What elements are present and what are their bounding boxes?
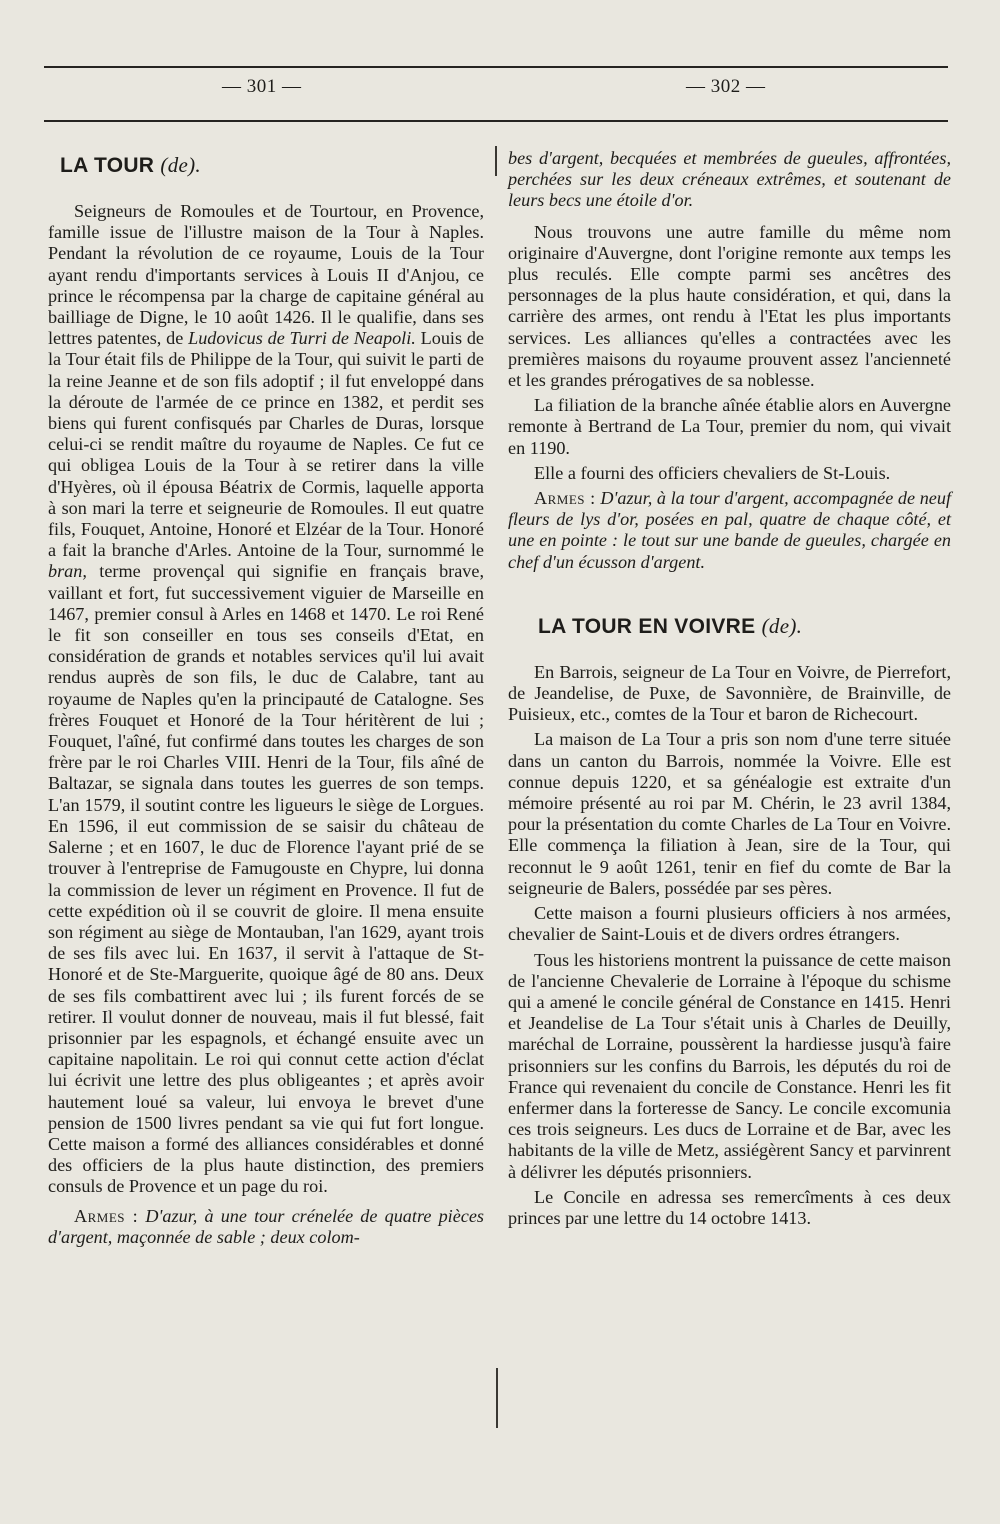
arms-left: [48, 1206, 484, 1248]
paragraph-filiation: La filiation de la branche aînée établie alors en Auvergne remonte à Bertrand de La Tour, premier du nom, qui vivait en 1190.: [508, 395, 951, 458]
arms-label: Armes :: [74, 1205, 139, 1226]
title-particle: (de).: [160, 153, 201, 177]
section-title-la-tour-en-voivre: [538, 613, 951, 640]
arms-right: [508, 488, 951, 573]
arms-continuation-text: bes d'argent, becquées et membrées de gueules, affrontées, perchées sur les deux créneaux extrêmes, et soutenant de leurs becs une étoile d'or.: [508, 148, 951, 211]
latin-phrase: Ludovicus de Turri de Neapoli.: [188, 328, 416, 349]
column-divider-lower: [496, 1368, 498, 1428]
paragraph-history-text: Louis de la Tour était fils de Philippe de la Tour, qui suivit le parti de la reine Jeanne et de son fils adoptif ; il fut enveloppé dans la déroute de l'armée de ce prince en 1382, et perdit ses biens qui furent confisqués par Charles de Duras, lorsque celui-ci se rendit maître du royaume de Naples. Ce fut ce qui obligea Louis de la Tour à se retirer dans la ville d'Hyères, où il épousa Béatrix de Cormis, laquelle apporta à son mari la terre et seigneurie de Romoules. Il eut quatre fils, Fouquet, Antoine, Honoré et Elzéar de la Tour. Honoré a fait la branche d'Arles. Antoine de la Tour, surnommé le: [48, 328, 484, 561]
paragraph-historiens: Tous les historiens montrent la puissance de cette maison de l'ancienne Chevalerie de Lorraine à l'époque du schisme qui a amené le concile général de Constance en 1415. Henri et Jeandelise de La Tour s'était unis à Charles de Deuilly, maréchal de Lorraine, poussèrent la hardiesse jusqu'à faire prisonniers sur les confins du Barrois, les députés du roi de France qui revenaient du concile de Constance. Henri les fit enfermer dans la forteresse de Sancy. Le concile excomunia ces trois seigneurs. Les ducs de Lorraine et de Bar, avec les habitants de la ville de Metz, assiégèrent Sancy et parvinrent à délivrer les députés prisonniers.: [508, 949, 951, 1182]
left-column: [48, 152, 484, 1248]
arms-text: D'azur, à la tour d'argent, accompagnée de neuf fleurs de lys d'or, posées en pal, quatre de chaque côté, et une en pointe : le tout sur une bande de gueules, chargée en chef d'un écusson d'argent.: [508, 488, 952, 572]
arms-label: Armes :: [534, 488, 596, 509]
bran-word: bran,: [48, 561, 87, 582]
paragraph-history-cont-text: terme provençal qui signifie en français brave, vaillant et fort, fut successivement viguier de Marseille en 1467, premier consul à Arles en 1468 et 1470. Le roi René le fit son conseiller en tous ses conseils d'Etat, en considération de grands et notables services qu'il lui avait rendus auprès de son fils, le duc de Calabre, tant au royaume de Naples qu'en la principauté de Catalogne. Ses frères Fouquet et Honoré de la Tour héritèrent de lui ; Fouquet, l'aîné, fut confirmé dans toutes les charges de son frère par le roi Charles VIII. Henri de la Tour, fils aîné de Baltazar, se signala dans toutes les guerres de son temps. L'an 1579, il soutint contre les ligueurs le siège de Lorgues. En 1596, il eut commission de se saisir du château de Salerne ; et en 1607, le duc de Florence l'ayant prié de se trouver à l'entreprise de Famugouste en Chypre, lui donna la commission de lever un régiment en Provence. Il fut de cette expédition où il se couvrit de gloire. Il mena ensuite son régiment au siège de Montauban, l'an 1629, ayant trois de ses fils avec lui. En 1637, il servit à l'attaque de St-Honoré et de Ste-Marguerite, quoique âgé de 80 ans. Deux de ses fils combattirent avec lui ; ils furent forcés de se retirer. Il voulut donner de nouveau, mais il fut blessé, fait prisonnier par les espagnols, et échangé ensuite avec un capitaine napolitain. Le roi qui connut cette action d'éclat lui écrivit une lettre des plus obligeantes ; et après avoir hautement loué sa valeur, lui envoya le brevet d'une pension de 1500 livres pendant sa vie qui fut fort longue. Cette maison a formé des alliances considérables et donné des officiers de la plus haute distinction, des premiers consuls de Provence et un page du roi.: [48, 561, 485, 1197]
header-bottom-rule: [44, 120, 948, 122]
paragraph-barrois: En Barrois, seigneur de La Tour en Voivre, de Pierrefort, de Jeandelise, de Puxe, de Savonnière, de Brainville, de Puisieux, etc., comtes de la Tour et baron de Richecourt.: [508, 661, 951, 725]
arms-continuation: [508, 148, 951, 212]
paragraph-auvergne: Nous trouvons une autre famille du même nom originaire d'Auvergne, dont l'origine remonte aux temps les plus reculés. Elle compte parmi ses ancêtres des personnages de la plus haute considération, et qui, dans la carrière des armes, ont rendu à l'Etat les plus importants services. Les alliances qu'elles a contractées avec les premières maisons du royaume prouvent assez l'ancienneté et les grandes prérogatives de sa noblesse.: [508, 221, 951, 391]
paragraph-officiers: Elle a fourni des officiers chevaliers de St-Louis.: [534, 462, 891, 483]
title-particle: (de).: [761, 613, 803, 638]
paragraph-maison: La maison de La Tour a pris son nom d'une terre située dans un canton du Barrois, nommée la Voivre. Elle est connue depuis 1220, et sa généalogie est extraite d'un mémoire présenté au roi par M. Chérin, le 23 avril 1384, pour la présentation du comte Charles de La Tour en Voivre. Elle commença la filiation à Jean, sire de la Tour, qui reconnut le 9 août 1261, tenir en fief du comte de Bar la seigneurie de Balers, possédée par ses pères.: [508, 729, 951, 898]
paragraph-intro-text: Seigneurs de Romoules et de Tourtour, en Provence, famille issue de l'illustre maison de la Tour à Naples. Pendant la révolution de ce royaume, Louis de la Tour ayant rendu d'importants services à Louis II d'Anjou, ce prince le récompensa par la charge de capitaine général au bailliage de Digne, le 10 août 1426. Il le qualifie, dans ses lettres patentes, de: [48, 201, 484, 349]
paragraph-officiers-armees: Cette maison a fourni plusieurs officiers à nos armées, chevalier de Saint-Louis et de divers ordres étrangers.: [508, 903, 951, 945]
paragraph-concile: Le Concile en adressa ses remercîments à ces deux princes par une lettre du 14 octobre 1413.: [508, 1186, 951, 1228]
right-page-number: — 302 —: [686, 76, 766, 97]
header-top-rule: [44, 66, 948, 68]
section-title-la-tour: [60, 152, 484, 179]
column-divider: [495, 146, 497, 176]
title-text: LA TOUR: [60, 154, 155, 177]
title-text: LA TOUR EN VOIVRE: [538, 614, 756, 638]
arms-text: D'azur, à une tour crénelée de quatre pièces d'argent, maçonnée de sable ; deux colom-: [48, 1205, 485, 1247]
left-page-number: — 301 —: [222, 76, 302, 97]
paragraph-intro: [48, 201, 484, 1198]
right-column: [508, 148, 951, 1229]
